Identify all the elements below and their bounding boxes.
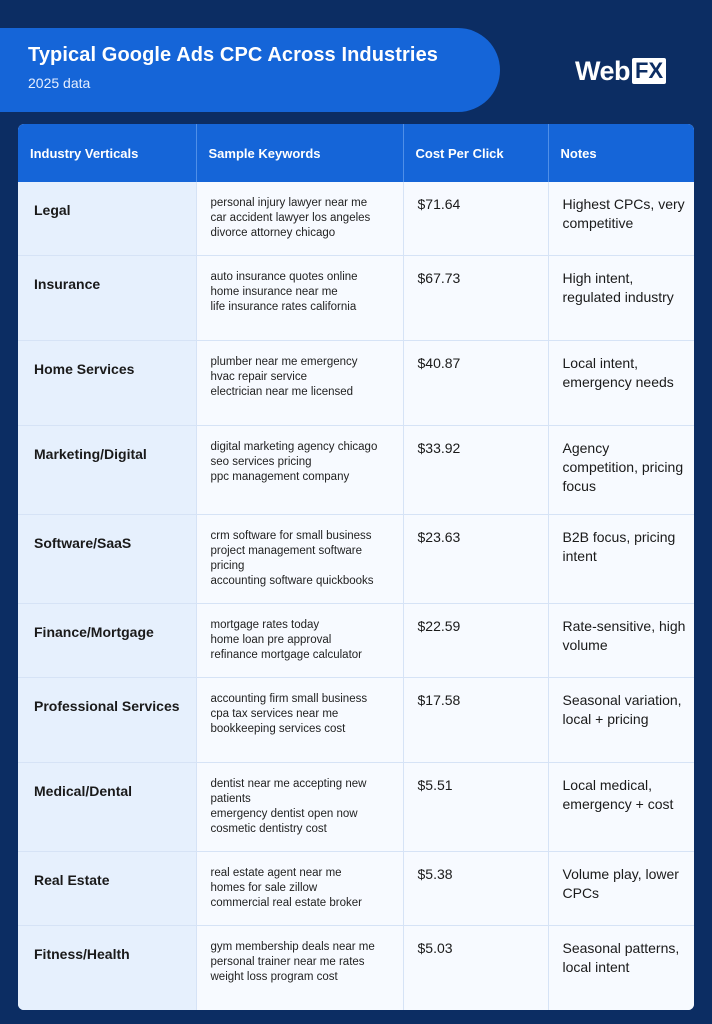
- logo-web-text: Web: [575, 55, 631, 86]
- industry-cell: Marketing/Digital: [18, 425, 196, 514]
- keyword-item: personal injury lawyer near me: [210, 197, 368, 209]
- keyword-item: refinance mortgage calculator: [210, 648, 362, 661]
- table-header-row: [18, 124, 694, 182]
- keywords-cell: [196, 603, 403, 677]
- keywords-cell: [196, 255, 403, 340]
- notes-cell: Agency competition, pricing focus: [548, 425, 694, 514]
- webfx-logo: [575, 56, 666, 86]
- keywords-cell: [196, 677, 403, 762]
- keyword-item: real estate agent near me: [210, 866, 342, 879]
- keyword-item: project management software pricing: [210, 544, 362, 572]
- keyword-item: home loan pre approval: [210, 633, 332, 646]
- industry-cell: Real Estate: [18, 851, 196, 925]
- keyword-item: bookkeeping services cost: [210, 722, 346, 735]
- keyword-item: accounting software quickbooks: [210, 574, 374, 587]
- keyword-item: dentist near me accepting new patients: [210, 777, 367, 805]
- table-row: [18, 603, 694, 677]
- notes-cell: B2B focus, pricing intent: [548, 514, 694, 603]
- keywords-cell: [196, 182, 403, 255]
- table-row: [18, 425, 694, 514]
- keyword-item: emergency dentist open now: [210, 807, 358, 820]
- header-cpc: Cost Per Click: [403, 124, 548, 182]
- notes-cell: Rate-sensitive, high volume: [548, 603, 694, 677]
- keyword-item: divorce attorney chicago: [210, 227, 336, 239]
- table-row: [18, 677, 694, 762]
- cpc-cell: $71.64: [403, 182, 548, 255]
- cpc-cell: $67.73: [403, 255, 548, 340]
- page-title: Typical Google Ads CPC Across Industries: [28, 44, 439, 66]
- keyword-item: accounting firm small business: [210, 692, 368, 705]
- keyword-item: weight loss program cost: [210, 970, 338, 983]
- table-row: [18, 762, 694, 851]
- notes-cell: Seasonal patterns, local intent: [548, 925, 694, 1010]
- cpc-cell: $23.63: [403, 514, 548, 603]
- keyword-item: gym membership deals near me: [210, 940, 375, 953]
- keyword-item: auto insurance quotes online: [210, 270, 358, 283]
- keywords-cell: [196, 851, 403, 925]
- notes-cell: Local intent, emergency needs: [548, 340, 694, 425]
- notes-cell: High intent, regulated industry: [548, 255, 694, 340]
- keyword-item: digital marketing agency chicago: [210, 440, 378, 453]
- industry-cell: Finance/Mortgage: [18, 603, 196, 677]
- keywords-cell: [196, 925, 403, 1010]
- industry-cell: Medical/Dental: [18, 762, 196, 851]
- cpc-cell: $5.03: [403, 925, 548, 1010]
- table-row: [18, 851, 694, 925]
- table-row: [18, 182, 694, 255]
- cpc-cell: $33.92: [403, 425, 548, 514]
- keyword-item: plumber near me emergency: [210, 355, 358, 368]
- table-body: [18, 182, 694, 1010]
- cpc-cell: $40.87: [403, 340, 548, 425]
- logo-fx-text: FX: [632, 58, 666, 84]
- table-row: [18, 255, 694, 340]
- industry-cell: Software/SaaS: [18, 514, 196, 603]
- industry-cell: Home Services: [18, 340, 196, 425]
- page-subtitle: 2025 data: [28, 75, 91, 91]
- table-row: [18, 340, 694, 425]
- keyword-item: cpa tax services near me: [210, 707, 339, 720]
- header-notes: Notes: [548, 124, 694, 182]
- keyword-item: personal trainer near me rates: [210, 955, 365, 968]
- keyword-item: home insurance near me: [210, 285, 338, 298]
- notes-cell: Volume play, lower CPCs: [548, 851, 694, 925]
- header-banner: [0, 28, 500, 112]
- keyword-item: electrician near me licensed: [210, 385, 354, 398]
- keyword-item: mortgage rates today: [210, 618, 320, 631]
- notes-cell: Seasonal variation, local + pricing: [548, 677, 694, 762]
- industry-cell: Legal: [18, 182, 196, 255]
- industry-cell: Insurance: [18, 255, 196, 340]
- cpc-cell: $22.59: [403, 603, 548, 677]
- keyword-item: homes for sale zillow: [210, 881, 318, 894]
- keywords-cell: [196, 340, 403, 425]
- notes-cell: Local medical, emergency + cost: [548, 762, 694, 851]
- notes-cell: Highest CPCs, very competitive: [548, 182, 694, 255]
- cpc-cell: $5.51: [403, 762, 548, 851]
- keywords-cell: [196, 762, 403, 851]
- keyword-item: cosmetic dentistry cost: [210, 822, 327, 835]
- keyword-item: seo services pricing: [210, 455, 312, 468]
- header-industry: Industry Verticals: [18, 124, 196, 182]
- keyword-item: commercial real estate broker: [210, 896, 362, 909]
- keyword-item: crm software for small business: [210, 529, 372, 542]
- cpc-table: [18, 124, 694, 1010]
- table-row: [18, 514, 694, 603]
- keywords-cell: [196, 514, 403, 603]
- keyword-item: hvac repair service: [210, 370, 308, 383]
- keyword-item: life insurance rates california: [210, 300, 357, 313]
- header-keywords: Sample Keywords: [196, 124, 403, 182]
- keywords-cell: [196, 425, 403, 514]
- keyword-item: car accident lawyer los angeles: [210, 212, 371, 224]
- keyword-item: ppc management company: [210, 470, 350, 483]
- cpc-cell: $5.38: [403, 851, 548, 925]
- table-row: [18, 925, 694, 1010]
- cpc-table-container: [18, 124, 694, 1010]
- industry-cell: Professional Services: [18, 677, 196, 762]
- industry-cell: Fitness/Health: [18, 925, 196, 1010]
- cpc-cell: $17.58: [403, 677, 548, 762]
